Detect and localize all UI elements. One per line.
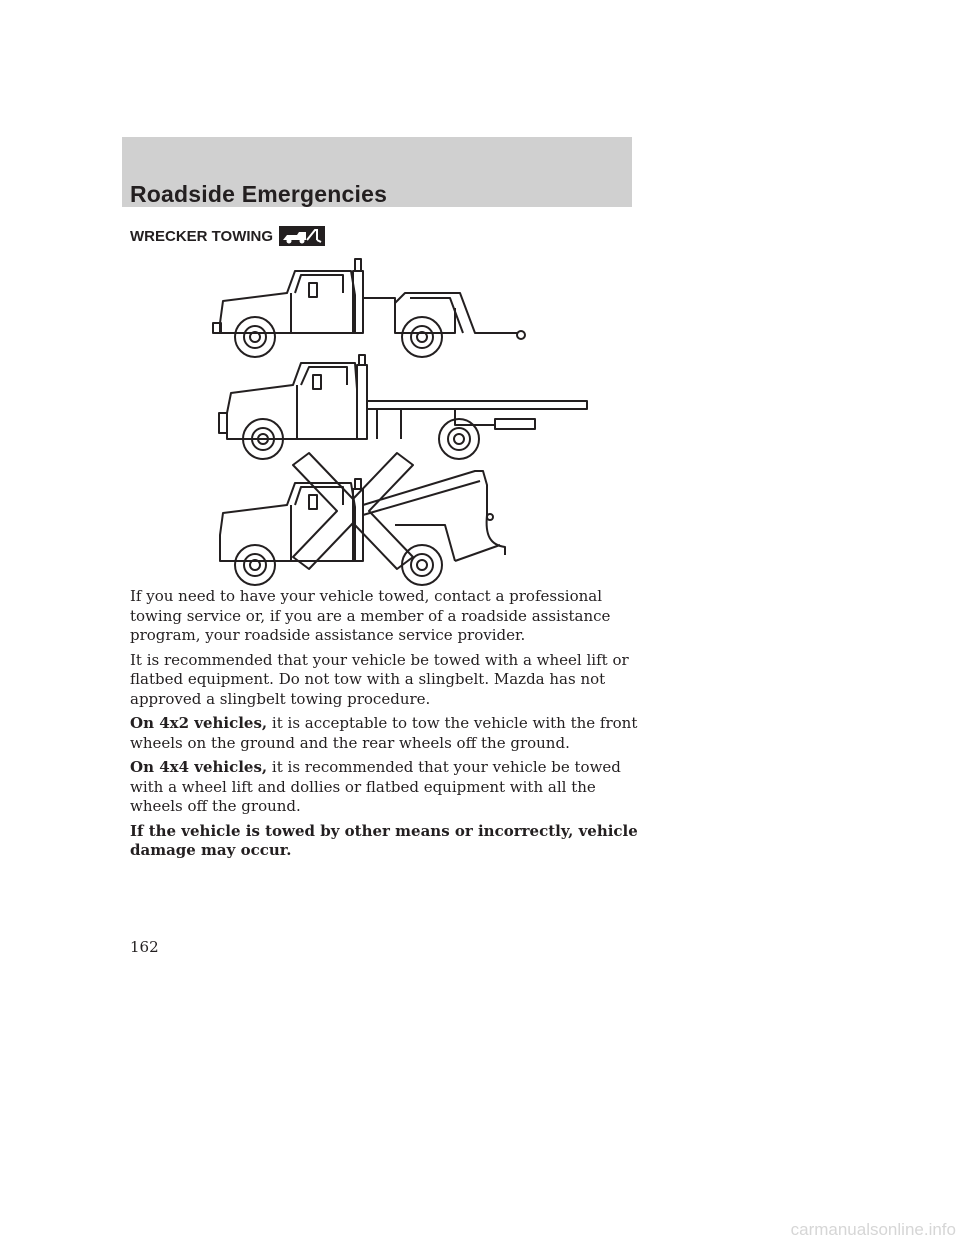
section-heading-text: WRECKER TOWING xyxy=(130,227,274,245)
body-text xyxy=(130,587,650,866)
paragraph-1: If you need to have your vehicle towed, contact a professional towing service or, if you are a member of a roadside assistance program, your roadside assistance service provider. xyxy=(130,587,611,644)
section-heading xyxy=(130,226,325,246)
header-band xyxy=(122,137,632,207)
paragraph-4x2: On 4x2 vehicles, it is acceptable to tow the vehicle with the front wheels on the ground and the rear wheels off the ground. xyxy=(130,714,638,752)
flatbed-truck xyxy=(219,355,587,459)
paragraph-2: It is recommended that your vehicle be towed with a wheel lift or flatbed equipment. Do not tow with a slingbelt. Mazda has not approved a slingbelt towing procedure. xyxy=(130,650,629,708)
wheel-lift-truck xyxy=(213,259,525,357)
watermark: carmanualsonline.info xyxy=(790,1220,956,1239)
paragraph-4x4: On 4x4 vehicles, it is recommended that your vehicle be towed with a wheel lift and dollies or flatbed equipment with all the wheels off the ground. xyxy=(130,758,621,815)
page-number: 162 xyxy=(130,938,159,956)
tow-truck-icon xyxy=(279,226,325,246)
page-title: Roadside Emergencies xyxy=(130,181,388,207)
towing-illustration xyxy=(205,253,605,593)
warning-text: If the vehicle is towed by other means or incorrectly, vehicle damage may occur. xyxy=(130,821,638,859)
